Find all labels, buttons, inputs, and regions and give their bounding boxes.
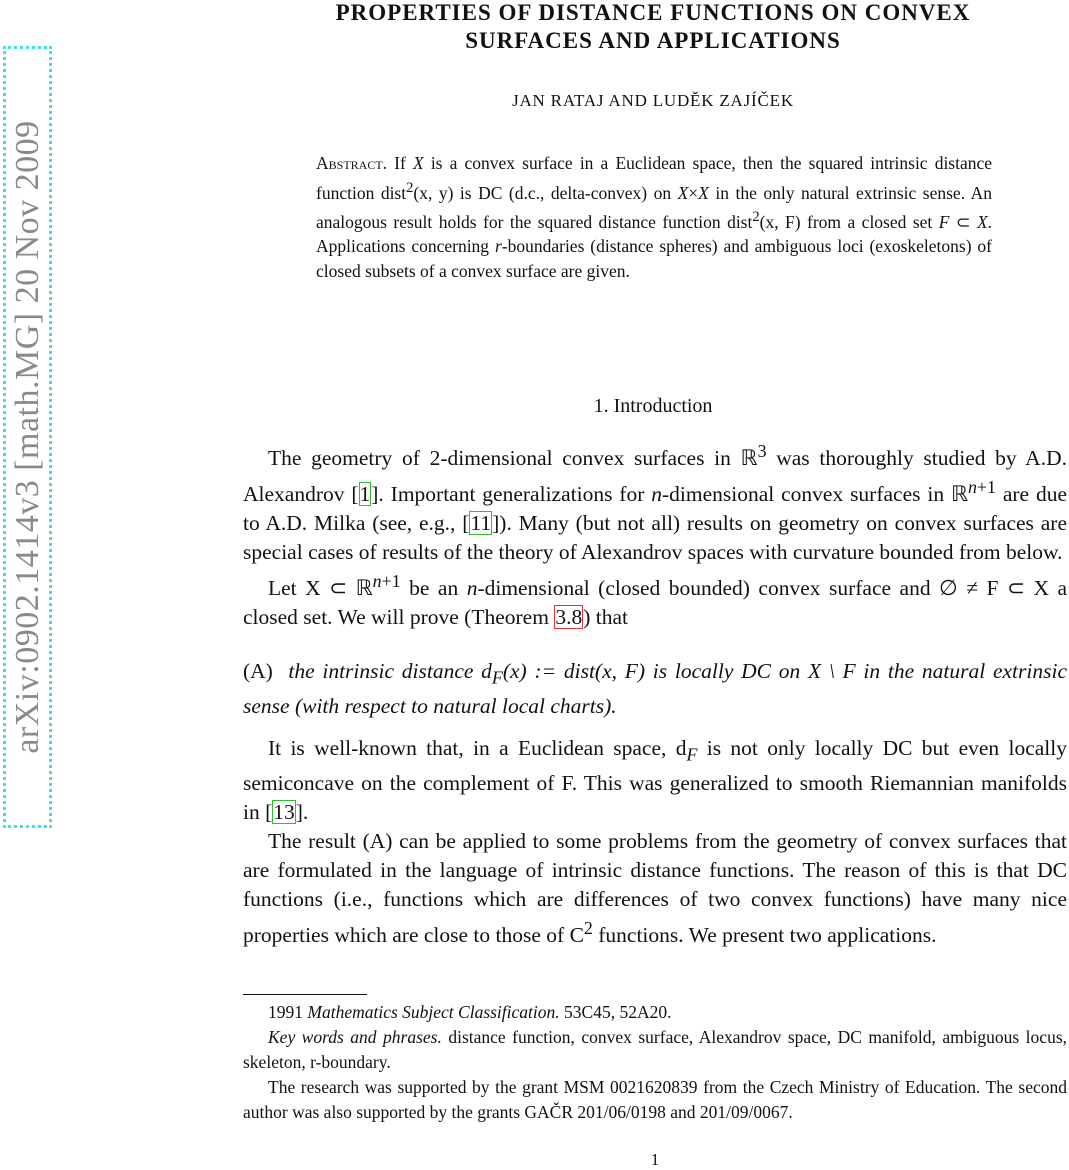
abstract-text: (x, F) from a closed set xyxy=(759,211,933,232)
body-text: was thoroughly studied by A.D. Alexandrov [ xyxy=(243,446,1067,507)
footnote-text: The research was supported by the grant MSM 0021620839 from the Czech Ministry of Education. The second author was also supported by the grants GAČR 201/06/0198 and 201/09/0067. xyxy=(243,1077,1067,1122)
body-text: -dimensional (closed bounded) convex surface and ∅ ≠ F ⊂ X a closed set. We will prove (Theorem xyxy=(243,576,1068,630)
abstract: Abstract. If X is a convex surface in a Euclidean space, then the squared intrinsic distance function dist$^2$(x, y) is DC (d.c., delta-convex) on X×X in the only natural extrinsic sense. An analogous result holds for the squared distance function dist$^2$(x, F) from a closed set F ⊂ X. Applications concerning r-boundaries (distance spheres) and ambiguous loci (exoskeletons) of closed subsets of a convex surface are given. xyxy=(316,153,993,281)
citation-link[interactable]: 11 xyxy=(470,511,492,536)
abstract-text: . Applications concerning xyxy=(316,211,993,257)
body-text-lower xyxy=(243,734,1067,950)
footnote-keywords xyxy=(243,1025,1067,1075)
abstract-text: in the only natural extrinsic sense. An analogous result holds for the squared distance function dist xyxy=(316,182,992,232)
footnote-text: 1991 xyxy=(268,1002,303,1022)
statement-text: the intrinsic distance d xyxy=(288,659,492,683)
abstract-text: If xyxy=(394,153,406,173)
footnote-label: Key words and phrases. xyxy=(268,1027,442,1047)
footnotes xyxy=(243,1000,1067,1125)
abstract-text: (x, y) is DC (d.c., delta-convex) on xyxy=(413,182,672,203)
page-number: 1 xyxy=(650,1150,660,1169)
body-text: be an xyxy=(409,576,459,601)
paragraph-4: The result (A) can be applied to some problems from the geometry of convex surfaces that are formulated in the language of intrinsic distance functions. The reason of this is that DC functions (i.e., functions which are differences of two convex functions) have many nice properties which are close to those of $C^2$ functions. We present two applications. xyxy=(243,829,1067,948)
body-text: is not only locally DC but even locally semiconcave on the complement of F. This was generalized to smooth Riemannian manifolds in [ xyxy=(243,736,1068,825)
body-text: functions. We present two applications. xyxy=(598,923,937,948)
paragraph-3: It is well-known that, in a Euclidean space, $d_F$ is not only locally DC but even locally semiconcave on the complement of F. This was generalized to smooth Riemannian manifolds in [13]. xyxy=(243,736,1068,825)
abstract-label: Abstract. xyxy=(316,153,388,173)
arxiv-identifier: arXiv:0902.1414v3 [math.MG] 20 Nov 2009 xyxy=(8,120,46,754)
paper-title-line-2: SURFACES AND APPLICATIONS xyxy=(465,28,841,53)
abstract-text: is a convex surface in a Euclidean space, then the squared intrinsic distance function dist xyxy=(316,153,993,203)
statement-label: (A) xyxy=(243,659,273,683)
citation-link[interactable]: 1 xyxy=(359,482,371,507)
body-text: -dimensional convex surfaces in ℝ xyxy=(662,482,968,507)
body-text: ]. xyxy=(295,800,309,825)
paper-authors: JAN RATAJ AND LUDĚK ZAJÍČEK xyxy=(512,91,794,110)
body-text: ]). Many (but not all) results on geometry on convex surfaces are special cases of results of the theory of Alexandrov spaces with curvature bounded from below. xyxy=(243,511,1068,565)
body-text: The result (A) can be applied to some problems from the geometry of convex surfaces that are formulated in the language of intrinsic distance functions. The reason of this is that DC functions (i.e., functions which are differences of two convex functions) have many nice properties which are close to those of C xyxy=(243,829,1067,948)
footnote-label: Mathematics Subject Classification. xyxy=(307,1002,560,1022)
body-text: are due to A.D. Milka (see, e.g., [ xyxy=(243,482,1068,536)
section-heading xyxy=(243,395,1063,418)
footnote-support xyxy=(243,1075,1067,1125)
paragraph-2: Let X ⊂ ℝ$^{n+1}$ be an n-dimensional (closed bounded) convex surface and ∅ ≠ F ⊂ X a closed set. We will prove (Theorem 3.8) that xyxy=(243,571,1068,630)
body-text: ]. Important generalizations for xyxy=(371,482,645,507)
citation-link[interactable]: 13 xyxy=(273,800,295,825)
body-text: It is well-known that, in a Euclidean space, d xyxy=(268,736,687,760)
theorem-link[interactable]: 3.8 xyxy=(555,605,583,630)
abstract-text: -boundaries (distance spheres) and ambiguous loci (exoskeletons) of closed subsets of a convex surface are given. xyxy=(316,236,992,281)
arxiv-sidebar-stamp xyxy=(3,46,52,828)
statement-a: (A) the intrinsic distance $d_F(x)$ := dist(x, F) is locally DC on X \ F in the natural extrinsic sense (with respect to natural local charts). xyxy=(243,659,1067,719)
paper-title-line-1: PROPERTIES OF DISTANCE FUNCTIONS ON CONVEX xyxy=(335,0,971,25)
section-heading-text: 1. Introduction xyxy=(593,395,713,417)
footnote-rule xyxy=(243,994,367,995)
body-text-upper xyxy=(243,437,1067,632)
statement-text: (x) := dist(x, F) is locally DC on X \ F in the natural extrinsic sense (with respect to natural local charts). xyxy=(243,659,1067,719)
body-text: The geometry of 2-dimensional convex surfaces in ℝ xyxy=(268,446,758,471)
paragraph-1: The geometry of 2-dimensional convex surfaces in ℝ$^3$ was thoroughly studied by A.D. Alexandrov [1]. Important generalizations for n-dimensional convex surfaces in ℝ$^{n+1}$ are due to A.D. Milka (see, e.g., [11]). Many (but not all) results on geometry on convex surfaces are special cases of results of the theory of Alexandrov spaces with curvature bounded from below. xyxy=(243,441,1068,565)
footnote-msc xyxy=(243,1000,1067,1025)
footnote-text: distance function, convex surface, Alexandrov space, DC manifold, ambiguous locus, skeleton, r-boundary. xyxy=(243,1027,1068,1072)
footnote-text: 53C45, 52A20. xyxy=(564,1002,672,1022)
body-text: ) that xyxy=(583,605,628,630)
body-text: Let X ⊂ ℝ xyxy=(268,576,373,601)
